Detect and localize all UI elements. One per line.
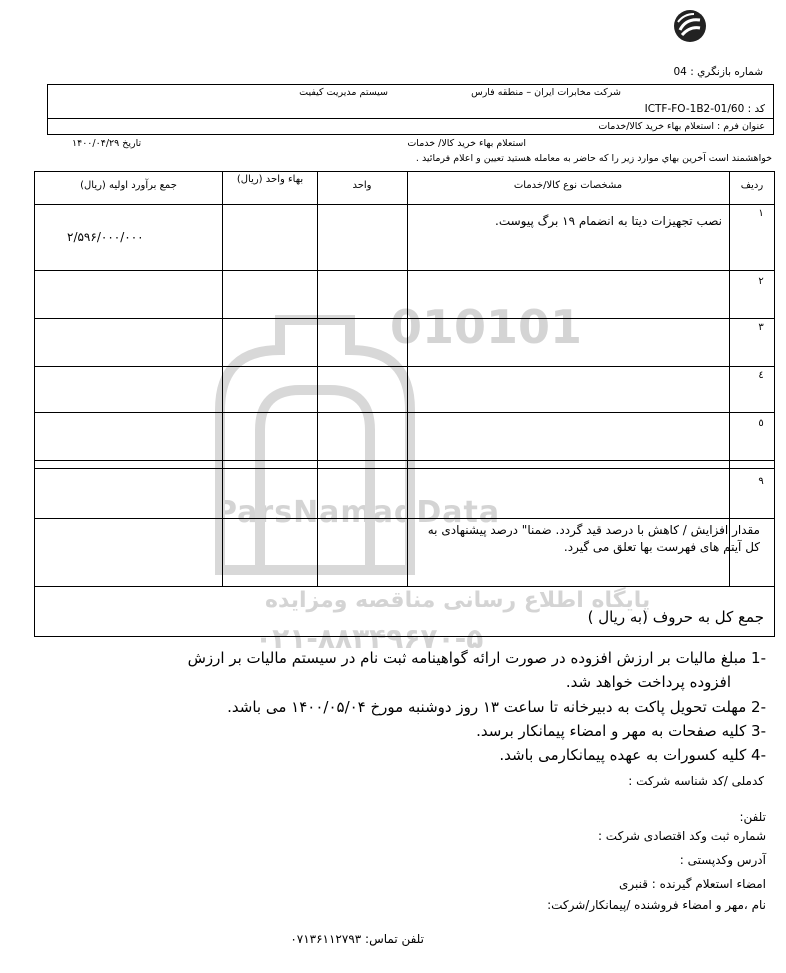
company-logo bbox=[672, 8, 708, 44]
address-field: آدرس وکدپستی : bbox=[679, 853, 766, 867]
term-2 bbox=[227, 698, 766, 716]
form-code: کد : ICTF-FO-1B2-01/60 bbox=[644, 103, 765, 115]
company-name: شرکت مخابرات ایران – منطقه فارس bbox=[471, 87, 621, 98]
term-number: -1 bbox=[751, 649, 766, 667]
seller-field: نام ،مهر و امضاء فروشنده /پیمانکار/شرکت: bbox=[547, 898, 766, 912]
col-total: جمع برآورد اولیه (ریال) bbox=[80, 180, 177, 191]
row-number: ٤ bbox=[758, 370, 764, 381]
row-number: ۲ bbox=[758, 276, 764, 287]
inquiry-date: تاریخ ۱۴۰۰/۰۴/۲۹ bbox=[72, 138, 142, 149]
row-total: ۲/۵۹۶/۰۰۰/۰۰۰ bbox=[67, 230, 144, 244]
row-number: ۳ bbox=[758, 322, 764, 333]
term-3 bbox=[476, 722, 766, 740]
col-unit-price: بهاء واحد (ریال) bbox=[236, 174, 304, 185]
registration-field: شماره ثبت وکد اقتصادی شرکت : bbox=[597, 829, 766, 843]
term-1-continued: افزوده پرداخت خواهد شد. bbox=[565, 673, 731, 691]
contact-phone: تلفن تماس: ۰۷۱۳۶۱۱۲۷۹۳ bbox=[290, 932, 424, 946]
watermark-phone: ۰۲۱-۸۸۳۴۹۶۷۰-۵ bbox=[255, 622, 484, 655]
term-text: مهلت تحویل پاکت به دبیرخانه تا ساعت ۱۳ روز دوشنبه مورخ ۱۴۰۰/۰۵/۰۴ می باشد. bbox=[227, 698, 747, 716]
phone-field: تلفن: bbox=[739, 810, 766, 824]
national-id-field: کدملی /کد شناسه شرکت : bbox=[628, 774, 764, 788]
term-1 bbox=[26, 648, 766, 668]
items-table bbox=[34, 171, 775, 637]
term-number: -4 bbox=[751, 746, 766, 764]
row-number: ۱ bbox=[758, 208, 764, 219]
form-title: عنوان فرم : استعلام بهاء خرید کالا/خدمات bbox=[598, 121, 765, 132]
row-number: ٥ bbox=[758, 418, 764, 429]
watermark-brand: ParsNamadData bbox=[215, 495, 501, 530]
watermark-subtitle: پایگاه اطلاع رسانی مناقصه ومزایده bbox=[265, 588, 651, 613]
term-4 bbox=[499, 746, 766, 764]
row-spec: نصب تجهیزات دیتا به انضمام ۱۹ برگ پیوست. bbox=[495, 214, 722, 228]
signature-field: امضاء استعلام گیرنده : قنبری bbox=[618, 877, 766, 891]
grand-total-label: جمع کل به حروف (به ریال ) bbox=[587, 608, 764, 626]
watermark-digits: 010101 bbox=[390, 300, 583, 354]
col-spec: مشخصات نوع کالا/خدمات bbox=[513, 180, 623, 191]
request-note: خواهشمند است آخرین بهاي موارد زیر را که حاضر به معامله هستید تعیین و اعلام فرمائید . bbox=[415, 153, 772, 164]
term-number: -3 bbox=[751, 722, 766, 740]
term-text: کلیه کسورات به عهده پیمانکارمی باشد. bbox=[499, 746, 747, 764]
inquiry-title: استعلام بهاء خرید کالا/ خدمات bbox=[407, 138, 526, 149]
term-number: -2 bbox=[751, 698, 766, 716]
col-row: ردیف bbox=[740, 180, 764, 191]
percent-note: مقدار افزایش / کاهش با درصد قید گردد. ضمنا" درصد پیشنهادی به کل آیتم های فهرست بها تعلق می گیرد. bbox=[427, 523, 760, 554]
term-text: کلیه صفحات به مهر و امضاء پیمانکار برسد. bbox=[476, 722, 747, 740]
revision-number: شماره بازنگري : 04 bbox=[673, 66, 763, 78]
row-number: ۹ bbox=[758, 476, 764, 487]
term-text: مبلغ مالیات بر ارزش افزوده در صورت ارائه گواهینامه ثبت نام در سیستم مالیات بر ارزش bbox=[187, 649, 747, 667]
header-box bbox=[47, 84, 774, 135]
col-unit: واحد bbox=[352, 180, 372, 191]
quality-system: سیستم مدیریت کیفیت bbox=[299, 87, 388, 98]
